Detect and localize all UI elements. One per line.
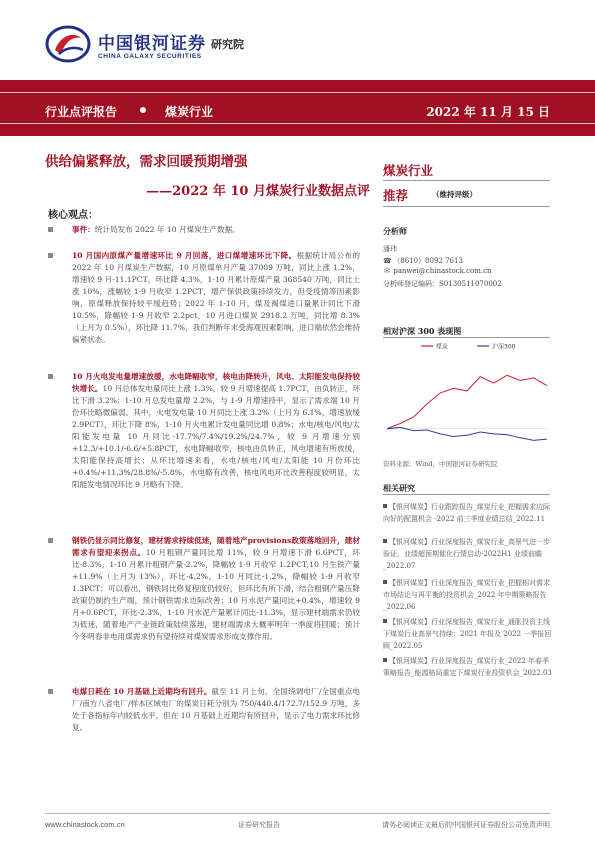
square-bullet-icon <box>48 689 53 694</box>
related-text: 【银河煤炭】行业深度报告_煤炭行业_通胀投资主线下煤炭行业高景气持续：2021 年报及 2022 一季报回顾_2022.05 <box>383 618 552 650</box>
galaxy-logo-icon <box>45 24 91 64</box>
divider <box>383 494 550 495</box>
institute-label: 研究院 <box>211 38 244 51</box>
item-text: 根据统计局公布的 2022 年 10 月煤炭生产数据，10 月原煤单月产量 37009 万吨，同比上涨 1.2%，增速较 9 月-11.1PCT，环比降 4.3%，1-10 月累计原煤产量 368540 万吨，同比上涨 10%，涨幅较 1-9 月收窄 1.2PCT，增产保供政策持续发力，但受疫情等因素影响，原煤释放保持较平缓趋势；2022 年 1-10 月，煤及褐煤进口量累计同比下滑 10.5%，降幅较 1-9 月收窄 2.2pct，10 月进口煤炭 2918.2 万吨，同比增 8.3%（上月为 0.5%），环比降 11.7%，我们判断年末受海观因素影响，进口端依然会维持偏紧状态。 <box>72 251 361 344</box>
footer-url[interactable]: www.chinastock.com.cn <box>45 820 125 829</box>
list-item <box>48 250 360 346</box>
email-address[interactable]: panwei@chinastock.com.cn <box>393 267 492 275</box>
report-type: 行业点评报告 <box>45 105 118 119</box>
related-text: 【银河煤炭】行业深度报告_煤炭行业_高景气进一步验证，业绩超预期催化行情启动-2022H1 业绩前瞻_2022.07 <box>383 538 550 570</box>
analyst-email <box>383 267 492 275</box>
related-item[interactable] <box>383 501 553 525</box>
related-heading: 相关研究 <box>383 483 415 493</box>
banner-industry: 煤炭行业 <box>165 105 214 119</box>
square-bullet-icon <box>383 619 387 623</box>
item-heading: 钢铁仍显示同比修复，建材需求持续低迷，随着地产provisions政策落地回升，建材需求有望迎来拐点。 <box>72 536 360 557</box>
footer-divider <box>45 813 550 814</box>
related-item[interactable] <box>383 655 553 679</box>
rating-note: （维持评级） <box>432 190 477 199</box>
item-heading: 事件： <box>72 225 95 234</box>
footer-label: 证券研究报告 <box>238 821 280 829</box>
item-heading: 电煤日耗在 10 月基础上近期均有回升。 <box>72 687 212 696</box>
chart-legend-label: 煤炭 <box>436 343 449 351</box>
banner-divider <box>0 123 595 124</box>
divider <box>383 206 550 207</box>
phone-icon: ☎ <box>383 257 392 265</box>
analyst-cert: 分析师登记编码：S0130511070002 <box>383 280 502 288</box>
square-bullet-icon <box>48 227 53 232</box>
related-item[interactable] <box>383 577 553 613</box>
square-bullet-icon <box>48 374 53 379</box>
list-item <box>48 371 360 491</box>
item-text: 统计局发布 2022 年 10 月煤炭生产数据。 <box>94 225 240 234</box>
email-icon: ✉ <box>384 267 390 275</box>
square-bullet-icon <box>383 580 387 584</box>
banner-divider <box>0 92 595 93</box>
list-item <box>48 535 360 643</box>
relative-performance-chart <box>381 339 553 453</box>
item-heading: 10 月国内原煤产量增速环比 9 月回落，进口煤增速环比下降。 <box>72 251 297 260</box>
side-industry: 煤炭行业 <box>383 163 434 178</box>
related-item[interactable] <box>383 616 553 652</box>
square-bullet-icon <box>48 253 53 258</box>
footer-disclaimer: 请务必阅读正文最后的中国银河证券股份公司免责声明 <box>382 821 550 829</box>
divider <box>383 337 550 338</box>
square-bullet-icon <box>383 539 387 543</box>
item-text: 10 月总体发电量同比上涨 1.3%，较 9 月增速提高 1.7PCT，由负转正，环比下滑 3.2%；1-10 月总发电量增 2.2%，与 1-9 月增速持平，显示了需求端 10 月份环比略微偏弱。其中，火电发电量 10 月同比上涨 3.2%（上月为 6.1%，增速放缓 2.9PCT），环比下降 8%，1-10 月火电累计发电量同比增 0.8%；水电/核电/风电/太阳能发电量 10 月同比-17.7%/7.4%/19.2%/24.7%，较 9 月增速分别+12.3/+10.1/-6.6/+5.8PCT，水电降幅收窄，核电由负转正，风电增速有所放缓，太阳能保持高增长；从环比增速来看，水电/核电/风电/太阳能 10 月份环比+0.4%/+11.3%/28.8%/-5.8%，水电略有改善，核电风电环比改善程度较明显，太阳能发电情况环比 9 月略有下降。 <box>72 384 360 489</box>
related-text: 【银河煤炭】行业深度报告_煤炭行业_把握相对需求市场结论与再平衡的投资机会_2022 年中期策略报告_2022.06 <box>383 579 550 611</box>
chart-source: 资料来源：Wind，中国银河证券研究院 <box>383 460 498 468</box>
related-text: 【银河煤炭】行业跟踪报告_煤炭行业_把握需求边际向好的配置机会 -2022 前三季度业绩总结_2022.11 <box>383 503 550 523</box>
item-text: 截至 11 月上旬，全国统调电厂/全国重点电厂/南方八省电厂/样本区域电厂的煤炭日耗分别为 750/440.4/172.7/152.9 万吨，多处于各指标年内较低水平，但在 10 月基础上近期均有所回升，显示了电力需求环比修复。 <box>72 687 360 732</box>
report-title: 供给偏紧释放，需求回暖预期增强 <box>45 154 248 170</box>
chart-series-line <box>387 375 547 428</box>
report-subtitle: ——2022 年 10 月煤炭行业数据点评 <box>146 184 370 199</box>
brand-name-en: CHINA GALAXY SECURITIES <box>98 53 202 60</box>
chart-legend-label: 沪深300 <box>492 343 516 351</box>
item-text: 10 月粗钢产量同比增 11%，较 9 月增速下滑 6.6PCT，环比-8.3%，1-10 月累计粗钢产量-2.2%，降幅较 1-9 月收窄 1.2PCT;10 月生铁产量+11.9%（上月为 13%），环比-4.2%，1-10 月同比-1.2%，降幅较 1-9 月收窄 1.3PCT；可以看出，钢铁同比修复程度仍较好，但环比有所下滑，结合粗钢产量压降政策仍制约生产端，预计钢铁需求边际改善；10 月水泥产量同比+0.4%，增速较 9 月+0.6PCT，环比-2.3%，1-10 月水泥产量累计同比-11.3%，显示建材端需求仍较为低迷，随着地产产业链政策陆续落地，建材端需求大概率明年一季度将回暖；预计今冬明春非电用煤需求仍有望持续对煤炭需求形成支撑作用。 <box>72 548 360 641</box>
recommendation: 推荐 <box>383 188 409 203</box>
divider <box>383 180 550 181</box>
analyst-name: 潘玮 <box>383 245 397 253</box>
square-bullet-icon <box>383 504 387 508</box>
chart-series-line <box>387 427 547 440</box>
report-date: 2022 年 11 月 15 日 <box>426 105 550 119</box>
item-heading: 10 月火电发电量增速放缓，水电降幅收窄，核电由降转升，风电、太阳能发电保持较快增长。 <box>72 372 360 393</box>
related-item[interactable] <box>383 536 553 572</box>
list-item <box>48 224 360 236</box>
core-views-label: 核心观点： <box>48 210 98 221</box>
list-item <box>48 686 360 734</box>
chart-heading: 相对沪深 300 表现图 <box>383 326 462 336</box>
analyst-heading: 分析师 <box>383 226 407 236</box>
phone-number: （8610）8092 7613 <box>393 257 463 265</box>
bullet-dot-icon <box>140 107 146 113</box>
related-text: 【银河煤炭】行业深度报告_煤炭行业_2022 年春季策略报告_能源格局重定下煤炭行业投资机会_2022.03 <box>383 657 552 677</box>
analyst-phone <box>383 256 463 266</box>
square-bullet-icon <box>383 658 387 662</box>
square-bullet-icon <box>48 538 53 543</box>
brand-name-cn: 中国银河证券 <box>98 34 206 54</box>
